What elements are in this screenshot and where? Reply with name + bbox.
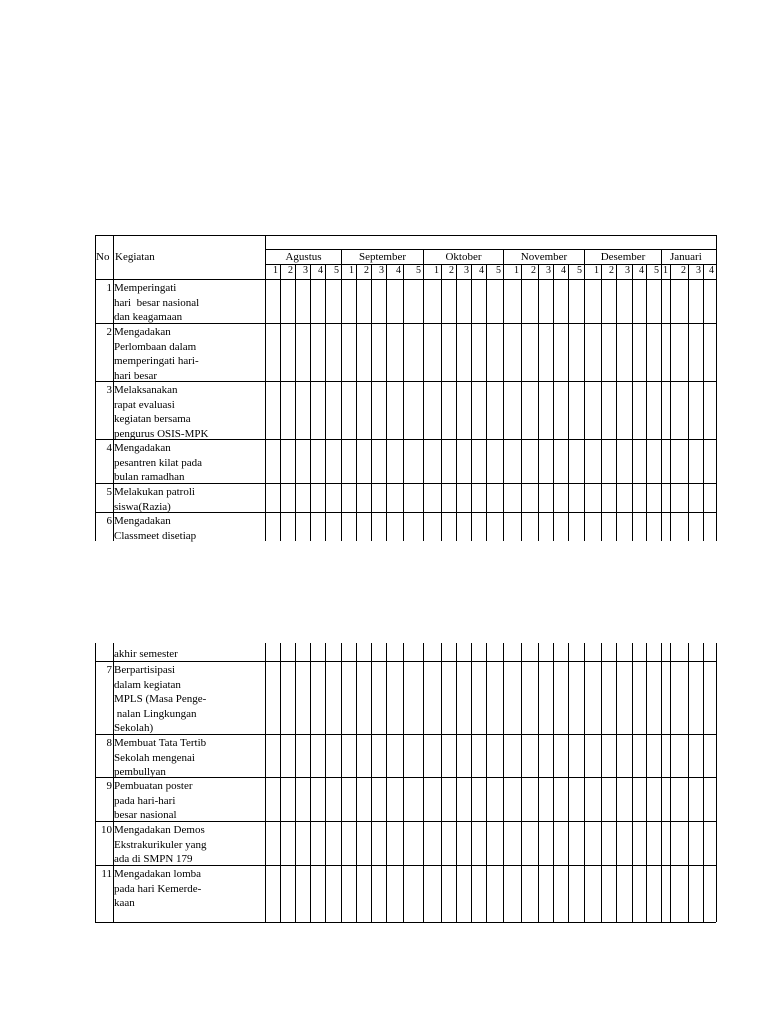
- activity-text: Perlombaan dalam: [114, 340, 197, 353]
- header-no: No: [96, 251, 110, 263]
- week-number: 3: [696, 265, 701, 276]
- activity-text: rapat evaluasi: [114, 398, 175, 411]
- activity-text: siswa(Razia): [114, 500, 171, 513]
- week-number: 1: [663, 265, 668, 276]
- activity-text: Mengadakan Demos: [114, 824, 205, 836]
- row-number: 1: [106, 282, 112, 294]
- activity-text: hari besar nasional: [114, 296, 200, 309]
- activity-text: Mengadakan lomba: [114, 868, 202, 880]
- activity-text: kaan: [114, 897, 135, 909]
- week-number: 4: [561, 265, 566, 276]
- activity-text-continued: akhir semester: [114, 648, 178, 660]
- row-number: 9: [106, 780, 112, 792]
- week-number: 2: [609, 265, 614, 276]
- activity-text: Berpartisipasi: [114, 664, 176, 676]
- week-number: 4: [479, 265, 484, 276]
- row-separator: [95, 323, 716, 324]
- activity-text: kegiatan bersama: [114, 413, 191, 425]
- activity-text: Sekolah mengenai: [114, 751, 195, 764]
- week-number: 3: [546, 265, 551, 276]
- week-number: 4: [318, 265, 323, 276]
- week-number: 5: [577, 265, 582, 276]
- row-separator: [95, 512, 716, 513]
- week-number: 5: [496, 265, 501, 276]
- week-number: 1: [349, 265, 354, 276]
- activity-text: Mengadakan: [114, 515, 171, 527]
- activity-text: Ekstrakurikuler yang: [114, 838, 207, 851]
- row-separator: [95, 661, 716, 662]
- week-number: 2: [681, 265, 686, 276]
- week-number: 2: [531, 265, 536, 276]
- week-number: 3: [625, 265, 630, 276]
- row-number: 11: [101, 868, 112, 880]
- activity-text: Memperingati: [114, 282, 177, 294]
- month-label: September: [358, 251, 407, 263]
- week-number: 4: [639, 265, 644, 276]
- activity-text: Melaksanakan: [114, 384, 178, 396]
- activity-text: dalam kegiatan: [114, 678, 181, 691]
- week-number: 1: [594, 265, 599, 276]
- activity-text: ada di SMPN 179: [114, 853, 193, 865]
- month-label: November: [520, 251, 568, 263]
- activity-text: Mengadakan: [114, 326, 171, 338]
- activity-text: pada hari-hari: [114, 794, 176, 807]
- month-label: Januari: [670, 251, 702, 263]
- row-separator: [95, 777, 716, 778]
- page-break-gap: [90, 541, 750, 643]
- row-number: 7: [106, 664, 112, 676]
- week-number: 4: [396, 265, 401, 276]
- activity-text: bulan ramadhan: [114, 471, 185, 483]
- row-separator: [95, 734, 716, 735]
- week-number: 5: [416, 265, 421, 276]
- week-number: 2: [288, 265, 293, 276]
- activity-text: Sekolah): [114, 722, 154, 734]
- week-number: 5: [334, 265, 339, 276]
- row-number: 5: [106, 486, 112, 498]
- activity-text: Melakukan patroli: [114, 486, 195, 498]
- row-number: 10: [101, 824, 112, 836]
- row-number: 8: [106, 737, 112, 749]
- week-number: 3: [379, 265, 384, 276]
- row-number: 4: [106, 442, 112, 454]
- activity-text: Classmeet disetiap: [114, 529, 197, 542]
- activity-text: Pembuatan poster: [114, 780, 193, 792]
- activity-text: hari besar: [114, 369, 158, 382]
- week-number: 3: [464, 265, 469, 276]
- week-number: 4: [709, 265, 714, 276]
- activity-text: Mengadakan: [114, 442, 171, 454]
- month-label: Desember: [600, 251, 646, 263]
- week-number: 1: [273, 265, 278, 276]
- week-number: 5: [654, 265, 659, 276]
- row-number: 2: [106, 326, 112, 338]
- row-separator: [95, 483, 716, 484]
- row-number: 3: [106, 384, 112, 396]
- month-row-top-line: [265, 249, 716, 250]
- activity-text: MPLS (Masa Penge-: [114, 693, 207, 705]
- activity-text: Membuat Tata Tertib: [114, 737, 207, 749]
- activity-text: besar nasional: [114, 809, 177, 821]
- activity-text: pengurus OSIS-MPK: [114, 427, 209, 440]
- month-label: Agustus: [285, 251, 322, 263]
- header-bottom-line: [95, 279, 716, 280]
- table-top-border: [95, 235, 716, 236]
- row-separator: [95, 381, 716, 382]
- header-kegiatan: Kegiatan: [115, 251, 155, 263]
- week-number: 2: [364, 265, 369, 276]
- table-bottom-border: [95, 922, 716, 923]
- month-label: Oktober: [445, 251, 482, 263]
- week-number: 1: [434, 265, 439, 276]
- row-separator: [95, 821, 716, 822]
- activity-text: memperingati hari-: [114, 355, 199, 367]
- row-number: 6: [106, 515, 112, 527]
- activity-text: nalan Lingkungan: [114, 707, 197, 720]
- activity-text: pada hari Kemerde-: [114, 882, 202, 895]
- week-number: 3: [303, 265, 308, 276]
- activity-text: pesantren kilat pada: [114, 456, 202, 469]
- activity-text: dan keagamaan: [114, 311, 183, 323]
- week-number: 1: [514, 265, 519, 276]
- week-number: 2: [449, 265, 454, 276]
- activity-text: pembullyan: [114, 766, 166, 778]
